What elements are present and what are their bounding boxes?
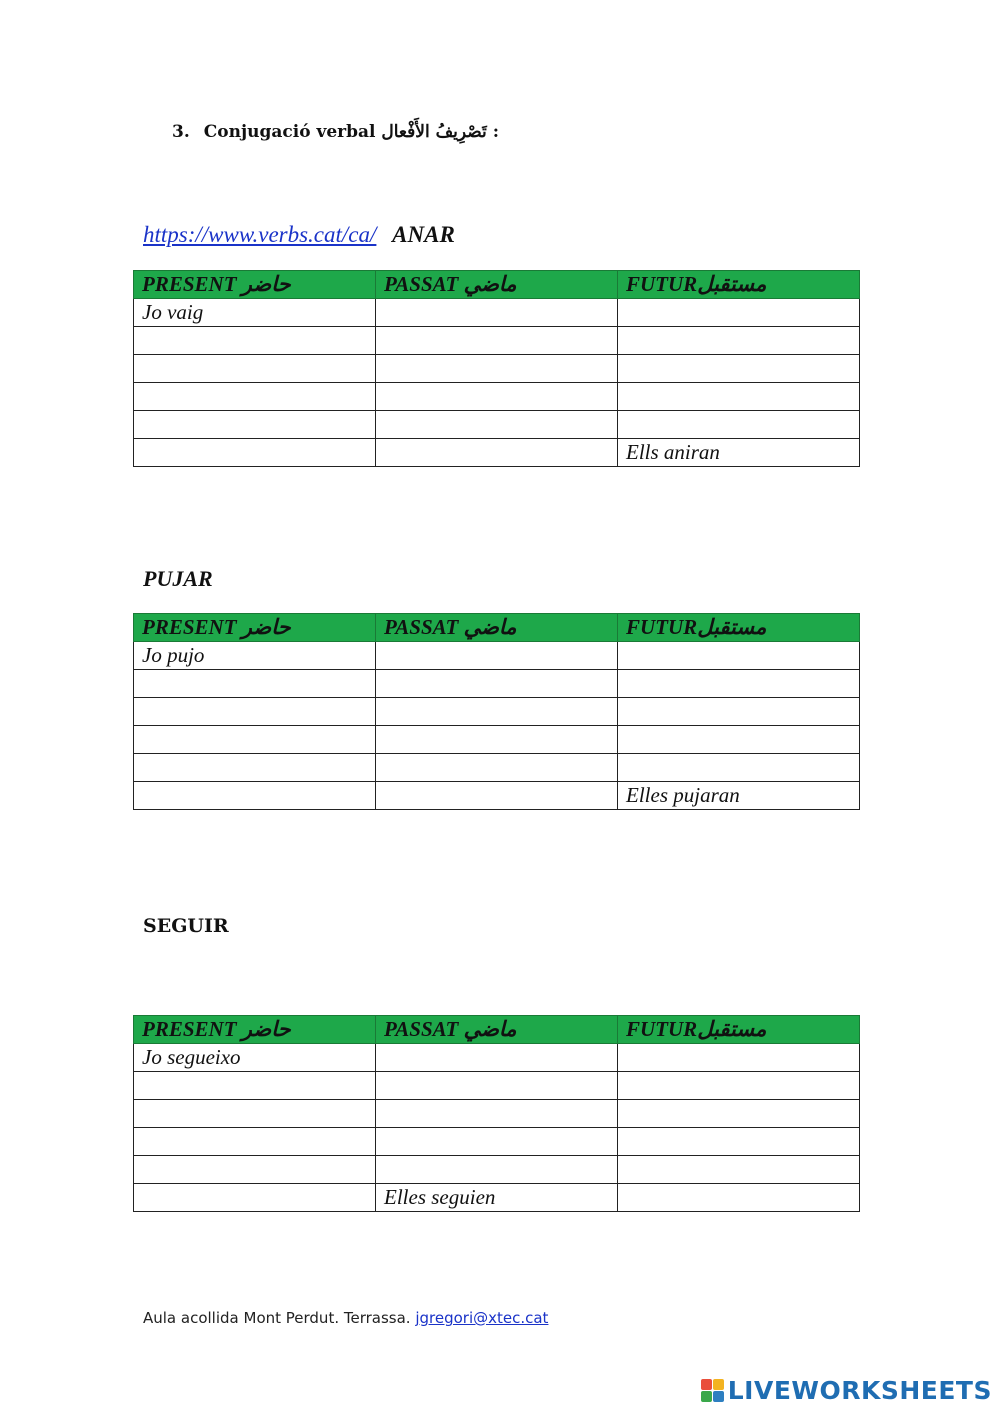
table-row [134, 642, 860, 670]
verbs-link[interactable]: https://www.verbs.cat/ca/ [143, 222, 377, 247]
table-row [134, 1100, 860, 1128]
column-header: FUTURمستقبل [618, 271, 860, 299]
table-row [134, 782, 860, 810]
table-row [134, 698, 860, 726]
answer-cell[interactable] [618, 642, 860, 670]
table-row [134, 1156, 860, 1184]
footer-text: Aula acollida Mont Perdut. Terrassa. [143, 1309, 416, 1327]
table-header-row [134, 614, 860, 642]
answer-cell[interactable] [134, 383, 376, 411]
answer-cell[interactable] [134, 782, 376, 810]
table-row [134, 1128, 860, 1156]
verb-title-seguir: SEGUIR [143, 915, 229, 937]
conjugation-table-pujar [133, 613, 860, 810]
conjugation-table-anar [133, 270, 860, 467]
table-row [134, 1044, 860, 1072]
answer-cell[interactable] [134, 1184, 376, 1212]
table-row [134, 754, 860, 782]
column-header: PRESENT حاضر [134, 614, 376, 642]
answer-cell[interactable] [618, 1156, 860, 1184]
answer-cell[interactable] [618, 698, 860, 726]
answer-cell[interactable] [618, 1100, 860, 1128]
answer-cell[interactable] [134, 726, 376, 754]
link-line [143, 222, 455, 248]
logo-square-blue [713, 1391, 724, 1402]
answer-cell[interactable] [134, 670, 376, 698]
answer-cell[interactable] [618, 754, 860, 782]
footer-email-link[interactable]: jgregori@xtec.cat [415, 1309, 549, 1327]
answer-cell[interactable] [618, 1184, 860, 1212]
conjugation-table-seguir [133, 1015, 860, 1212]
footer [143, 1309, 548, 1327]
answer-cell[interactable] [376, 1044, 618, 1072]
answer-cell[interactable] [618, 1128, 860, 1156]
section-number: 3. [172, 122, 190, 142]
table-row [134, 411, 860, 439]
verb-title-pujar: PUJAR [143, 566, 213, 591]
answer-cell[interactable] [376, 1072, 618, 1100]
table-row [134, 670, 860, 698]
answer-cell[interactable] [376, 355, 618, 383]
answer-cell[interactable]: Jo pujo [134, 642, 376, 670]
answer-cell[interactable] [134, 754, 376, 782]
table-row [134, 1184, 860, 1212]
answer-cell[interactable] [376, 1128, 618, 1156]
answer-cell[interactable] [376, 642, 618, 670]
column-header: PRESENT حاضر [134, 1016, 376, 1044]
table-row [134, 327, 860, 355]
answer-cell[interactable] [134, 1156, 376, 1184]
answer-cell[interactable] [618, 411, 860, 439]
answer-cell[interactable] [134, 698, 376, 726]
brand-text: LIVEWORKSHEETS [727, 1376, 992, 1405]
table-row [134, 1072, 860, 1100]
answer-cell[interactable] [134, 355, 376, 383]
answer-cell[interactable] [618, 670, 860, 698]
column-header: FUTURمستقبل [618, 1016, 860, 1044]
answer-cell[interactable] [618, 383, 860, 411]
logo-square-green [701, 1391, 712, 1402]
answer-cell[interactable]: Elles seguien [376, 1184, 618, 1212]
answer-cell[interactable]: Ells aniran [618, 439, 860, 467]
answer-cell[interactable] [134, 327, 376, 355]
column-header: FUTURمستقبل [618, 614, 860, 642]
table-row [134, 439, 860, 467]
logo-square-red [701, 1379, 712, 1390]
answer-cell[interactable] [376, 698, 618, 726]
answer-cell[interactable] [134, 439, 376, 467]
answer-cell[interactable] [618, 1072, 860, 1100]
answer-cell[interactable] [376, 411, 618, 439]
table-row [134, 299, 860, 327]
section-title: Conjugació verbal تَصْرِيفُ الأَفْعال : [203, 122, 499, 142]
answer-cell[interactable]: Jo segueixo [134, 1044, 376, 1072]
liveworksheets-brand [701, 1376, 992, 1405]
answer-cell[interactable] [618, 726, 860, 754]
answer-cell[interactable]: Elles pujaran [618, 782, 860, 810]
table-row [134, 383, 860, 411]
section-heading [172, 122, 499, 142]
verb-title-anar: ANAR [392, 222, 455, 247]
answer-cell[interactable] [376, 439, 618, 467]
answer-cell[interactable] [134, 1100, 376, 1128]
answer-cell[interactable] [376, 782, 618, 810]
answer-cell[interactable] [134, 1072, 376, 1100]
answer-cell[interactable] [376, 754, 618, 782]
answer-cell[interactable] [376, 1100, 618, 1128]
column-header: PRESENT حاضر [134, 271, 376, 299]
answer-cell[interactable] [134, 1128, 376, 1156]
answer-cell[interactable] [618, 327, 860, 355]
answer-cell[interactable] [618, 1044, 860, 1072]
liveworksheets-logo-icon [701, 1379, 724, 1402]
answer-cell[interactable]: Jo vaig [134, 299, 376, 327]
table-row [134, 726, 860, 754]
answer-cell[interactable] [376, 383, 618, 411]
column-header: PASSAT ماضي [376, 271, 618, 299]
table-header-row [134, 1016, 860, 1044]
answer-cell[interactable] [376, 1156, 618, 1184]
answer-cell[interactable] [134, 411, 376, 439]
answer-cell[interactable] [376, 670, 618, 698]
column-header: PASSAT ماضي [376, 1016, 618, 1044]
answer-cell[interactable] [376, 299, 618, 327]
answer-cell[interactable] [376, 726, 618, 754]
answer-cell[interactable] [618, 355, 860, 383]
column-header: PASSAT ماضي [376, 614, 618, 642]
logo-square-yellow [713, 1379, 724, 1390]
answer-cell[interactable] [618, 299, 860, 327]
table-header-row [134, 271, 860, 299]
table-row [134, 355, 860, 383]
answer-cell[interactable] [376, 327, 618, 355]
